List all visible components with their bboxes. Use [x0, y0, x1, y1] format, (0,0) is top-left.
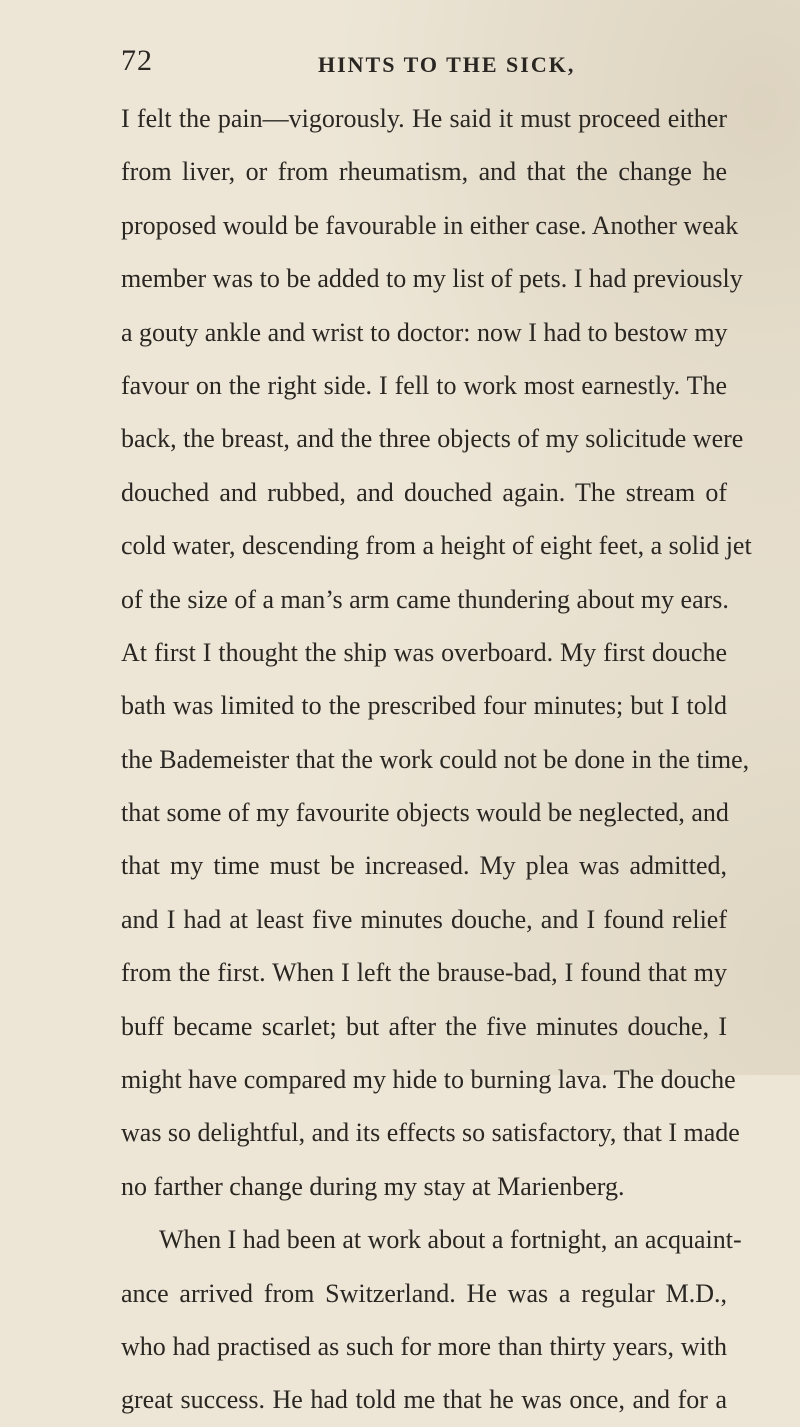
text-line: bath was limited to the prescribed four minutes; but I told	[121, 691, 727, 721]
text-line: back, the breast, and the three objects of my solicitude were	[121, 424, 744, 454]
running-header	[0, 44, 800, 84]
paragraph-end-line: no farther change during my stay at Marienberg.	[121, 1171, 625, 1201]
text-line: who had practised as such for more than thirty years, with	[121, 1331, 727, 1361]
running-title: HINTS TO THE SICK,	[318, 52, 576, 77]
text-line: from the first. When I left the brause-bad, I found that my	[121, 958, 727, 988]
text-line: great success. He had told me that he was once, and for a	[121, 1385, 727, 1415]
text-line: proposed would be favourable in either case. Another weak	[121, 210, 739, 240]
text-line: douched and rubbed, and douched again. The stream of	[121, 477, 727, 507]
text-line: from liver, or from rheumatism, and that the change he	[121, 157, 727, 187]
text-line: that some of my favourite objects would be neglected, and	[121, 798, 729, 828]
text-line: of the size of a man’s arm came thundering about my ears.	[121, 584, 729, 614]
text-line: buff became scarlet; but after the five minutes douche, I	[121, 1011, 727, 1041]
text-line: I felt the pain—vigorously. He said it must proceed either	[121, 104, 727, 133]
text-line: At first I thought the ship was overboard. My first douche	[121, 637, 727, 667]
paragraph-start-line: When I had been at work about a fortnight, an acquaint-	[159, 1225, 742, 1255]
text-line: ance arrived from Switzerland. He was a regular M.D.,	[121, 1278, 727, 1308]
page-number: 72	[121, 44, 153, 77]
text-line: and I had at least five minutes douche, and I found relief	[121, 904, 727, 934]
text-line: the Bademeister that the work could not be done in the time,	[121, 744, 750, 774]
text-line: favour on the right side. I fell to work most earnestly. The	[121, 370, 727, 400]
text-line: might have compared my hide to burning lava. The douche	[121, 1065, 736, 1095]
body-text	[121, 92, 752, 1427]
text-line: a gouty ankle and wrist to doctor: now I had to bestow my	[121, 317, 728, 347]
text-line: that my time must be increased. My plea was admitted,	[121, 851, 727, 881]
text-line: cold water, descending from a height of eight feet, a solid jet	[121, 531, 752, 561]
text-line: was so delightful, and its effects so satisfactory, that I made	[121, 1118, 740, 1148]
text-line: member was to be added to my list of pets. I had previously	[121, 264, 743, 294]
